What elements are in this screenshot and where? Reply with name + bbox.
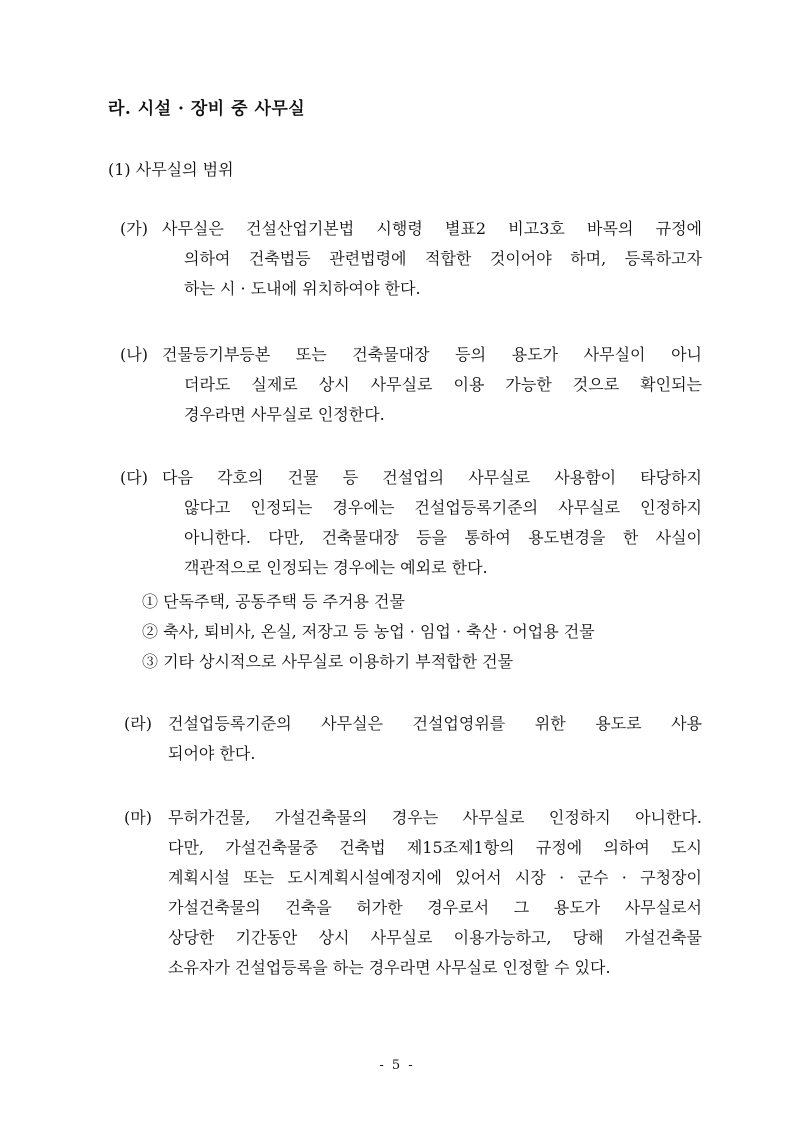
paragraph-line: 건물등기부등본 또는 건축물대장 등의 용도가 사무실이 아니 [162, 345, 702, 364]
paragraph-line: 상당한 기간동안 상시 사무실로 이용가능하고, 당해 가설건축물 [168, 928, 702, 947]
paragraph-line: 건설업등록기준의 사무실은 건설업영위를 위한 용도로 사용 [168, 714, 702, 733]
section-heading: 라. 시설 · 장비 중 사무실 [108, 99, 306, 119]
paragraph-line: 가설건축물의 건축을 허가한 경우로서 그 용도가 사무실로서 [168, 898, 702, 917]
paragraph-line: 아니한다. 다만, 건축물대장 등을 통하여 용도변경을 한 사실이 [184, 528, 702, 547]
paragraph-line: 사무실은 건설산업기본법 시행령 별표2 비고3호 바목의 규정에 [162, 219, 702, 238]
paragraph-line: 객관적으로 인정되는 경우에는 예외로 한다. [184, 558, 488, 577]
paragraph-line: 다음 각호의 건물 등 건설업의 사무실로 사용함이 타당하지 [162, 468, 702, 487]
paragraph-line: 다만, 가설건축물중 건축법 제15조제1항의 규정에 의하여 도시 [168, 838, 702, 857]
subsection-heading: (1) 사무실의 범위 [108, 160, 234, 179]
paragraph-da [120, 463, 702, 583]
paragraph-line: 계획시설 또는 도시계획시설예정지에 있어서 시장 · 군수 · 구청장이 [168, 868, 702, 887]
paragraph-line: 더라도 실제로 상시 사무실로 이용 가능한 것으로 확인되는 [184, 375, 702, 394]
paragraph-ga [120, 214, 702, 304]
paragraph-marker: (마) [124, 808, 152, 827]
page-number: - 5 - [379, 1058, 415, 1073]
paragraph-line: 소유자가 건설업등록을 하는 경우라면 사무실로 인정할 수 있다. [168, 958, 611, 977]
paragraph-marker: (라) [124, 714, 152, 733]
paragraph-marker: (가) [120, 219, 148, 238]
paragraph-line: 않다고 인정되는 경우에는 건설업등록기준의 사무실로 인정하지 [184, 498, 702, 517]
excluded-buildings-list [142, 587, 595, 677]
paragraph-line: 하는 시 · 도내에 위치하여야 한다. [184, 279, 421, 298]
list-item: ③ 기타 상시적으로 사무실로 이용하기 부적합한 건물 [142, 652, 514, 671]
paragraph-line: 의하여 건축법등 관련법령에 적합한 것이어야 하며, 등록하고자 [184, 249, 702, 268]
list-item: ② 축사, 퇴비사, 온실, 저장고 등 농업 · 임업 · 축산 · 어업용 건물 [142, 622, 595, 641]
paragraph-marker: (다) [120, 468, 148, 487]
paragraph-line: 무허가건물, 가설건축물의 경우는 사무실로 인정하지 아니한다. [168, 808, 702, 827]
paragraph-ma [124, 803, 702, 983]
list-item: ① 단독주택, 공동주택 등 주거용 건물 [142, 592, 405, 611]
paragraph-line: 되어야 한다. [168, 744, 256, 763]
paragraph-line: 경우라면 사무실로 인정한다. [184, 405, 385, 424]
paragraph-marker: (나) [120, 345, 148, 364]
paragraph-na [120, 340, 702, 430]
paragraph-ra [124, 709, 702, 769]
